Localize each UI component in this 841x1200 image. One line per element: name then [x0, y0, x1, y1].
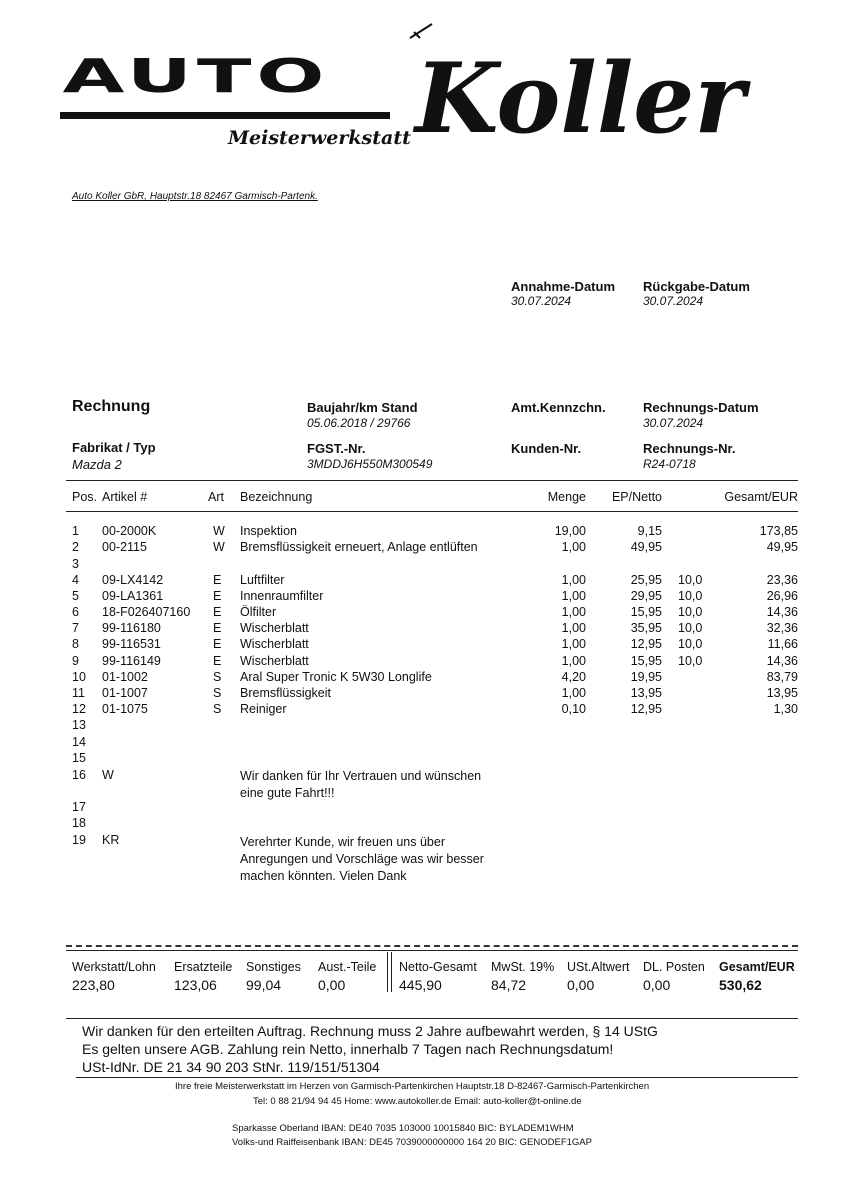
- footer-info-1: Ihre freie Meisterwerkstatt im Herzen von Garmisch-Partenkirchen Hauptstr.18 D-82467-Garmisch-Partenkirchen: [175, 1081, 650, 1092]
- sender-address: Auto Koller GbR, Hauptstr.18 82467 Garmisch-Partenk.: [72, 191, 318, 202]
- table-row: [70, 621, 800, 637]
- row-ep: 9,15: [637, 524, 662, 538]
- col-ep: EP/Netto: [611, 490, 662, 504]
- row-pos: 9: [72, 654, 79, 668]
- row-rabatt: 10,0: [678, 654, 703, 668]
- row-rabatt: 10,0: [678, 605, 703, 619]
- header-rule-top: [66, 480, 798, 481]
- sonstiges-label: Sonstiges: [246, 960, 301, 974]
- row-ep: 12,95: [630, 637, 662, 651]
- row-art: E: [213, 573, 222, 587]
- fabrikat-value: Mazda 2: [72, 457, 122, 472]
- row-bezeichnung: Innenraumfilter: [240, 589, 324, 603]
- row-pos: 13: [72, 718, 86, 732]
- invoice-title: Rechnung: [72, 398, 151, 415]
- row-art: S: [213, 670, 222, 684]
- row-gesamt: 83,79: [766, 670, 798, 684]
- baujahr-value: 05.06.2018 / 29766: [307, 416, 411, 430]
- row-menge: 1,00: [561, 540, 586, 554]
- mwst-label: MwSt. 19%: [491, 960, 555, 974]
- feedback-note: [240, 834, 484, 885]
- logo-subtitle: Meisterwerkstatt: [228, 127, 411, 149]
- logo-auto-text: AUTO: [62, 49, 330, 104]
- row-pos: 15: [72, 751, 86, 765]
- werkstatt-label: Werkstatt/Lohn: [72, 960, 156, 974]
- fgst-value: 3MDDJ6H550M300549: [307, 457, 433, 471]
- col-menge: Menge: [547, 490, 586, 504]
- row-art: S: [213, 702, 222, 716]
- col-art: Art: [208, 490, 224, 504]
- sonstiges-value: 99,04: [246, 977, 282, 993]
- row-art: E: [213, 589, 222, 603]
- thanks-line-2: eine gute Fahrt!!!: [240, 786, 335, 800]
- row-art: E: [213, 605, 222, 619]
- row-gesamt: 11,66: [767, 637, 798, 651]
- company-logo: [60, 20, 790, 160]
- table-row: [70, 800, 800, 816]
- row-pos: 12: [72, 702, 86, 716]
- footer-rule-2: [76, 1077, 798, 1078]
- row-pos: 1: [72, 524, 79, 538]
- table-row: [70, 654, 800, 670]
- row-artikel: 09-LA1361: [102, 589, 164, 603]
- table-row: [70, 718, 800, 734]
- gesamt-label: Gesamt/EUR: [719, 960, 795, 974]
- row-pos: 10: [72, 670, 86, 684]
- rechnungsdatum-label: Rechnungs-Datum: [643, 400, 759, 415]
- row-ep: 25,95: [630, 573, 662, 587]
- row-pos: 8: [72, 637, 79, 651]
- row-ep: 19,95: [630, 670, 662, 684]
- row-artikel: W: [102, 768, 114, 782]
- row-bezeichnung: Luftfilter: [240, 573, 285, 587]
- row-ep: 29,95: [630, 589, 662, 603]
- row-rabatt: 10,0: [678, 637, 703, 651]
- table-row: [70, 540, 800, 556]
- row-gesamt: 26,96: [766, 589, 798, 603]
- row-bezeichnung: Bremsflüssigkeit erneuert, Anlage entlüften: [240, 540, 478, 554]
- feedback-line-2: Anregungen und Vorschläge was wir besser: [240, 852, 484, 866]
- row-ep: 15,95: [630, 605, 662, 619]
- row-menge: 1,00: [561, 637, 586, 651]
- mwst-value: 84,72: [491, 977, 527, 993]
- table-row: [70, 735, 800, 751]
- feedback-line-1: Verehrter Kunde, wir freuen uns über: [240, 835, 445, 849]
- row-artikel: 00-2115: [102, 540, 147, 554]
- row-gesamt: 1,30: [773, 702, 798, 716]
- row-bezeichnung: Ölfilter: [240, 605, 277, 619]
- row-ep: 35,95: [630, 621, 662, 635]
- row-pos: 7: [72, 621, 79, 635]
- table-row: [70, 816, 800, 832]
- row-rabatt: 10,0: [678, 621, 703, 635]
- row-gesamt: 13,95: [766, 686, 798, 700]
- row-menge: 19,00: [554, 524, 586, 538]
- row-art: S: [213, 686, 222, 700]
- footer-line-2: Es gelten unsere AGB. Zahlung rein Netto, innerhalb 7 Tagen nach Rechnungsdatum!: [82, 1041, 614, 1057]
- ersatzteile-label: Ersatzteile: [174, 960, 233, 974]
- footer-info-2: Tel: 0 88 21/94 94 45 Home: www.autokoller.de Email: auto-koller@t-online.de: [253, 1096, 582, 1107]
- row-ep: 49,95: [630, 540, 662, 554]
- row-gesamt: 49,95: [766, 540, 798, 554]
- altwert-label: USt.Altwert: [567, 960, 630, 974]
- table-row: [70, 524, 800, 540]
- row-artikel: 18-F026407160: [102, 605, 191, 619]
- logo-stripe: [60, 112, 390, 119]
- row-bezeichnung: Wischerblatt: [240, 637, 309, 651]
- logo-flourish: [410, 24, 432, 38]
- row-pos: 6: [72, 605, 79, 619]
- row-artikel: 99-116531: [102, 637, 161, 651]
- row-bezeichnung: Wischerblatt: [240, 621, 309, 635]
- table-row: [70, 573, 800, 589]
- annahme-label: Annahme-Datum: [511, 279, 616, 294]
- row-menge: 4,20: [561, 670, 586, 684]
- thanks-note: [240, 768, 481, 802]
- totals-rule-top: [66, 945, 798, 947]
- aust-value: 0,00: [318, 977, 346, 993]
- table-row: [70, 670, 800, 686]
- logo-koller-text: Koller: [415, 42, 745, 155]
- row-gesamt: 32,36: [766, 621, 798, 635]
- row-ep: 15,95: [630, 654, 662, 668]
- annahme-value: 30.07.2024: [511, 294, 572, 308]
- rueckgabe-value: 30.07.2024: [643, 294, 704, 308]
- row-art: W: [213, 540, 225, 554]
- footer-bank-1: Sparkasse Oberland IBAN: DE40 7035 103000 10015840 BIC: BYLADEM1WHM: [232, 1123, 574, 1134]
- footer-bank-2: Volks-und Raiffeisenbank IBAN: DE45 7039000000000 164 20 BIC: GENODEF1GAP: [232, 1137, 592, 1148]
- row-rabatt: 10,0: [678, 589, 703, 603]
- row-art: E: [213, 654, 222, 668]
- gesamt-value: 530,62: [719, 977, 762, 993]
- row-bezeichnung: Aral Super Tronic K 5W30 Longlife: [240, 670, 432, 684]
- kunden-label: Kunden-Nr.: [511, 441, 582, 456]
- row-gesamt: 14,36: [766, 654, 798, 668]
- rechnungsnr-value: R24-0718: [643, 457, 696, 471]
- baujahr-label: Baujahr/km Stand: [307, 400, 418, 415]
- rechnungsdatum-value: 30.07.2024: [643, 416, 704, 430]
- row-menge: 1,00: [561, 589, 586, 603]
- row-ep: 13,95: [630, 686, 662, 700]
- row-pos: 4: [72, 573, 79, 587]
- totals-rule-top-2: [66, 950, 798, 951]
- footer-rule: [66, 1018, 798, 1019]
- table-row: [70, 557, 800, 573]
- feedback-line-3: machen könnten. Vielen Dank: [240, 869, 407, 883]
- table-row: [70, 686, 800, 702]
- row-gesamt: 23,36: [766, 573, 798, 587]
- row-menge: 1,00: [561, 686, 586, 700]
- rueckgabe-label: Rückgabe-Datum: [643, 279, 750, 294]
- row-menge: 1,00: [561, 605, 586, 619]
- row-menge: 1,00: [561, 654, 586, 668]
- fabrikat-label: Fabrikat / Typ: [72, 440, 156, 455]
- row-art: W: [213, 524, 225, 538]
- totals-divider: [387, 952, 392, 992]
- col-gesamt: Gesamt/EUR: [724, 490, 798, 504]
- row-pos: 17: [72, 800, 86, 814]
- row-artikel: 00-2000K: [102, 524, 157, 538]
- row-pos: 18: [72, 816, 86, 830]
- row-menge: 1,00: [561, 573, 586, 587]
- row-bezeichnung: Wischerblatt: [240, 654, 309, 668]
- row-artikel: 01-1002: [102, 670, 148, 684]
- row-gesamt: 173,85: [759, 524, 798, 538]
- row-pos: 19: [72, 833, 86, 847]
- row-art: E: [213, 621, 222, 635]
- table-row: [70, 702, 800, 718]
- row-artikel: 01-1007: [102, 686, 148, 700]
- table-header: [70, 490, 800, 506]
- posten-value: 0,00: [643, 977, 671, 993]
- netto-label: Netto-Gesamt: [399, 960, 477, 974]
- row-bezeichnung: Reiniger: [240, 702, 287, 716]
- aust-label: Aust.-Teile: [318, 960, 377, 974]
- row-pos: 2: [72, 540, 79, 554]
- footer-line-3: USt-IdNr. DE 21 34 90 203 StNr. 119/151/51304: [82, 1059, 380, 1075]
- row-bezeichnung: Bremsflüssigkeit: [240, 686, 331, 700]
- table-row: [70, 605, 800, 621]
- col-bezeichnung: Bezeichnung: [240, 490, 313, 504]
- row-ep: 12,95: [630, 702, 662, 716]
- posten-label: DL. Posten: [643, 960, 705, 974]
- row-gesamt: 14,36: [766, 605, 798, 619]
- col-pos: Pos.: [72, 490, 98, 504]
- row-artikel: 99-116149: [102, 654, 161, 668]
- row-pos: 3: [72, 557, 79, 571]
- row-menge: 1,00: [561, 621, 586, 635]
- row-art: E: [213, 637, 222, 651]
- altwert-value: 0,00: [567, 977, 595, 993]
- row-pos: 11: [72, 686, 85, 700]
- row-artikel: 01-1075: [102, 702, 148, 716]
- ersatzteile-value: 123,06: [174, 977, 217, 993]
- row-artikel: 09-LX4142: [102, 573, 164, 587]
- table-row: [70, 751, 800, 767]
- kennzeichen-label: Amt.Kennzchn.: [511, 400, 606, 415]
- header-rule-bottom: [66, 511, 798, 512]
- row-artikel: 99-116180: [102, 621, 161, 635]
- row-artikel: KR: [102, 833, 120, 847]
- thanks-line-1: Wir danken für Ihr Vertrauen und wünschen: [240, 769, 482, 783]
- table-row: [70, 637, 800, 653]
- table-row: [70, 589, 800, 605]
- row-rabatt: 10,0: [678, 573, 703, 587]
- row-menge: 0,10: [561, 702, 586, 716]
- row-bezeichnung: Inspektion: [240, 524, 297, 538]
- row-pos: 5: [72, 589, 79, 603]
- werkstatt-value: 223,80: [72, 977, 115, 993]
- fgst-label: FGST.-Nr.: [307, 441, 366, 456]
- col-artikel: Artikel #: [102, 490, 148, 504]
- footer-line-1: Wir danken für den erteilten Auftrag. Rechnung muss 2 Jahre aufbewahrt werden, § 14 UStG: [82, 1023, 658, 1039]
- row-pos: 14: [72, 735, 86, 749]
- rechnungsnr-label: Rechnungs-Nr.: [643, 441, 736, 456]
- row-pos: 16: [72, 768, 86, 782]
- netto-value: 445,90: [399, 977, 442, 993]
